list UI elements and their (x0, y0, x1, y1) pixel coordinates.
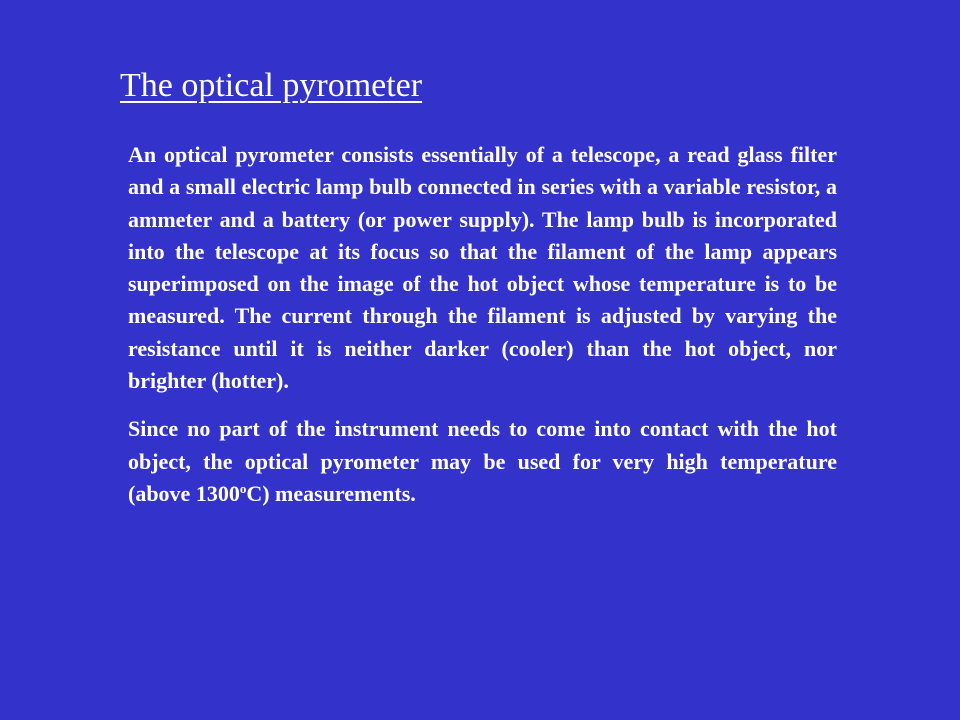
paragraph-description: An optical pyrometer consists essentially of a telescope, a read glass filter and a small electric lamp bulb connected in series with a variable resistor, a ammeter and a battery (or power supply). The lamp bulb is incorporated into the telescope at its focus so that the filament of the lamp appears superimposed on the image of the hot object whose temperature is to be measured. The current through the filament is adjusted by varying the resistance until it is neither darker (cooler) than the hot object, nor brighter (hotter). (128, 142, 837, 394)
degree-superscript: o (239, 480, 247, 496)
slide-title: The optical pyrometer (120, 67, 423, 104)
slide-body (128, 139, 837, 510)
paragraph-usage-text: Since no part of the instrument needs to come into contact with the hot object, the optical pyrometer may be used for very high temperature (above 1300 (128, 416, 837, 506)
paragraph-usage (128, 413, 837, 510)
paragraph-usage-end: C) measurements. (246, 480, 416, 506)
